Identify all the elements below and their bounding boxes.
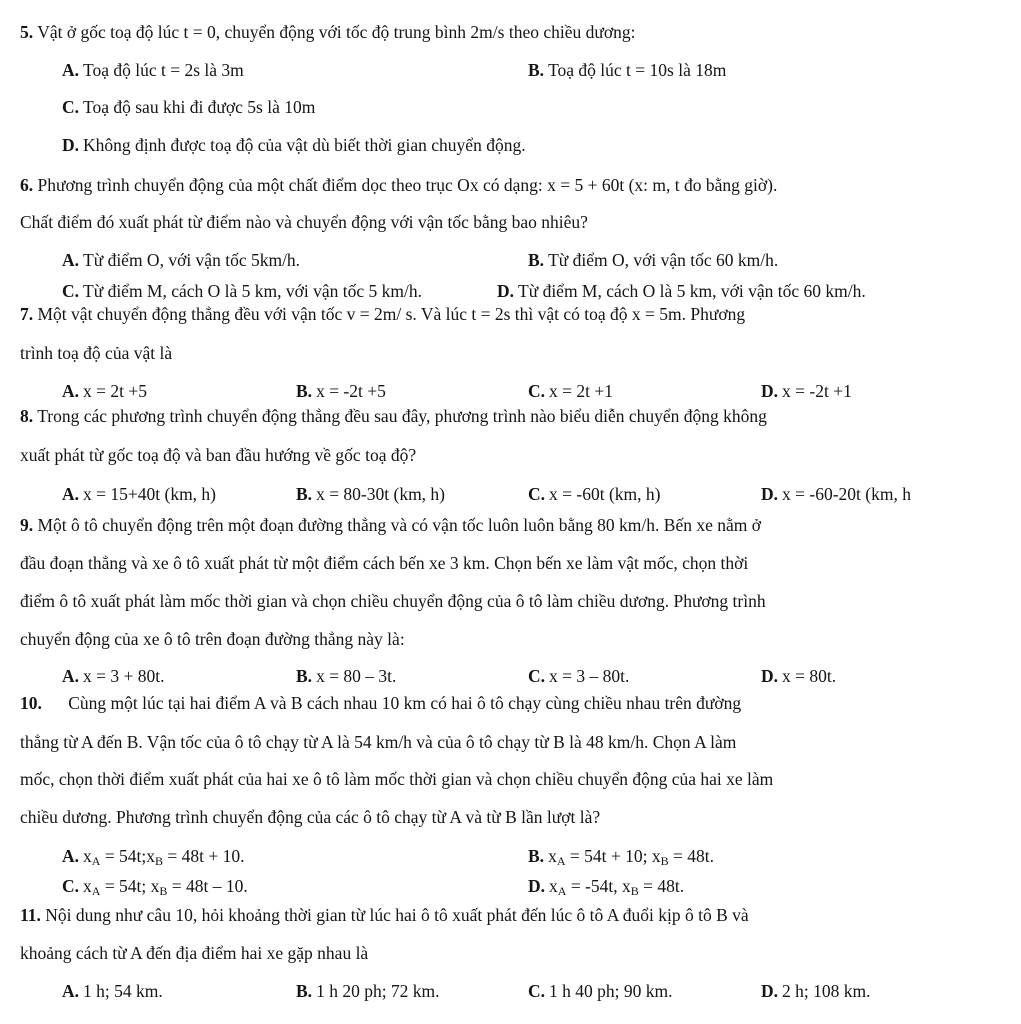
q7-stem-line2: trình toạ độ của vật là xyxy=(20,343,173,363)
q9-stem-line2: đầu đoạn thẳng và xe ô tô xuất phát từ một điểm cách bến xe 3 km. Chọn bến xe làm vật mốc, chọn thời xyxy=(20,553,749,573)
q10-stem-line1: 10. Cùng một lúc tại hai điểm A và B cách nhau 10 km có hai ô tô chạy cùng chiều nhau trên đường xyxy=(20,693,742,713)
q8-option-d[interactable]: D. x = -60-20t (km, h xyxy=(761,484,911,504)
q10-option-d[interactable]: D. $x_A = -54t$, $x_B = 48t$. xyxy=(528,876,685,898)
q5-stem-text: Vật ở gốc toạ độ lúc t = 0, chuyển động với tốc độ trung bình 2m/s theo chiều dương: xyxy=(37,22,636,42)
q8-stem-line1: 8. Trong các phương trình chuyển động thẳng đều sau đây, phương trình nào biểu diễn chuyển động không xyxy=(20,406,767,426)
q5-option-d[interactable]: D. Không định được toạ độ của vật dù biết thời gian chuyển động. xyxy=(62,135,526,155)
q10-option-b[interactable]: B. $x_A = 54t + 10$; $x_B = 48t$. xyxy=(528,846,714,868)
q11-option-b[interactable]: B. 1 h 20 ph; 72 km. xyxy=(296,981,440,1001)
q6-option-c[interactable]: C. Từ điểm M, cách O là 5 km, với vận tốc 5 km/h. xyxy=(62,281,423,301)
q10-number: 10. xyxy=(20,693,42,713)
q10-option-c[interactable]: C. $x_A = 54t$; $x_B = 48t - 10$. xyxy=(62,876,248,898)
q9-number: 9. xyxy=(20,515,34,535)
q7-stem-line1: 7. Một vật chuyển động thẳng đều với vận tốc v = 2m/ s. Và lúc t = 2s thì vật có toạ độ x = 5m. Phương xyxy=(20,304,746,324)
q9-stem-line3: điểm ô tô xuất phát làm mốc thời gian và chọn chiều chuyển động của ô tô làm chiều dương. Phương trình xyxy=(20,591,766,611)
q5-option-c[interactable]: C. Toạ độ sau khi đi được 5s là 10m xyxy=(62,97,316,117)
q11-stem-line2: khoảng cách từ A đến địa điểm hai xe gặp nhau là xyxy=(20,943,369,963)
q11-option-d[interactable]: D. 2 h; 108 km. xyxy=(761,981,871,1001)
q11-option-a[interactable]: A. 1 h; 54 km. xyxy=(62,981,163,1001)
q6-stem-line1: 6. Phương trình chuyển động của một chất điểm dọc theo trục Ox có dạng: x = 5 + 60t (x: m, t đo bằng giờ). xyxy=(20,175,778,195)
q8-option-b[interactable]: B. x = 80-30t (km, h) xyxy=(296,484,446,504)
q11-number: 11. xyxy=(20,905,41,925)
q11-stem-line1: 11. Nội dung như câu 10, hỏi khoảng thời gian từ lúc hai ô tô xuất phát đến lúc ô tô A đuổi kịp ô tô B và xyxy=(20,905,749,925)
q9-stem-line1: 9. Một ô tô chuyển động trên một đoạn đường thẳng và có vận tốc luôn luôn bằng 80 km/h. Bến xe nằm ở xyxy=(20,515,761,535)
q10-stem-line3: mốc, chọn thời điểm xuất phát của hai xe ô tô làm mốc thời gian và chọn chiều chuyển động của hai xe làm xyxy=(20,769,774,789)
q7-option-b[interactable]: B. x = -2t +5 xyxy=(296,381,386,401)
q8-option-a[interactable]: A. x = 15+40t (km, h) xyxy=(62,484,217,504)
q9-option-b[interactable]: B. x = 80 – 3t. xyxy=(296,666,397,686)
q5-option-a[interactable]: A. Toạ độ lúc t = 2s là 3m xyxy=(62,60,244,80)
q8-stem-line2: xuất phát từ gốc toạ độ và ban đầu hướng về gốc toạ độ? xyxy=(20,445,417,465)
q9-option-c[interactable]: C. x = 3 – 80t. xyxy=(528,666,630,686)
q7-option-c[interactable]: C. x = 2t +1 xyxy=(528,381,613,401)
q9-stem-line4: chuyển động của xe ô tô trên đoạn đường thẳng này là: xyxy=(20,629,405,649)
q6-option-b[interactable]: B. Từ điểm O, với vận tốc 60 km/h. xyxy=(528,250,779,270)
q8-number: 8. xyxy=(20,406,34,426)
q5-number: 5. xyxy=(20,22,34,42)
q10-stem-line2: thẳng từ A đến B. Vận tốc của ô tô chạy từ A là 54 km/h và của ô tô chạy từ B là 48 km/h. Chọn A làm xyxy=(20,732,737,752)
q5-option-b[interactable]: B. Toạ độ lúc t = 10s là 18m xyxy=(528,60,727,80)
q9-option-d[interactable]: D. x = 80t. xyxy=(761,666,837,686)
q10-stem-line4: chiều dương. Phương trình chuyển động của các ô tô chạy từ A và từ B lần lượt là? xyxy=(20,807,601,827)
q11-option-c[interactable]: C. 1 h 40 ph; 90 km. xyxy=(528,981,673,1001)
q7-option-d[interactable]: D. x = -2t +1 xyxy=(761,381,852,401)
q6-option-d[interactable]: D. Từ điểm M, cách O là 5 km, với vận tốc 60 km/h. xyxy=(497,281,866,301)
q8-option-c[interactable]: C. x = -60t (km, h) xyxy=(528,484,661,504)
q7-option-a[interactable]: A. x = 2t +5 xyxy=(62,381,147,401)
q6-stem-line2: Chất điểm đó xuất phát từ điểm nào và chuyển động với vận tốc bằng bao nhiêu? xyxy=(20,212,588,232)
q9-option-a[interactable]: A. x = 3 + 80t. xyxy=(62,666,165,686)
q6-number: 6. xyxy=(20,175,34,195)
q6-option-a[interactable]: A. Từ điểm O, với vận tốc 5km/h. xyxy=(62,250,301,270)
q5-stem xyxy=(20,21,635,43)
q10-option-a[interactable]: A. $x_A$ = $54t;x_B = 48t + 10$. xyxy=(62,846,245,868)
q7-number: 7. xyxy=(20,304,34,324)
